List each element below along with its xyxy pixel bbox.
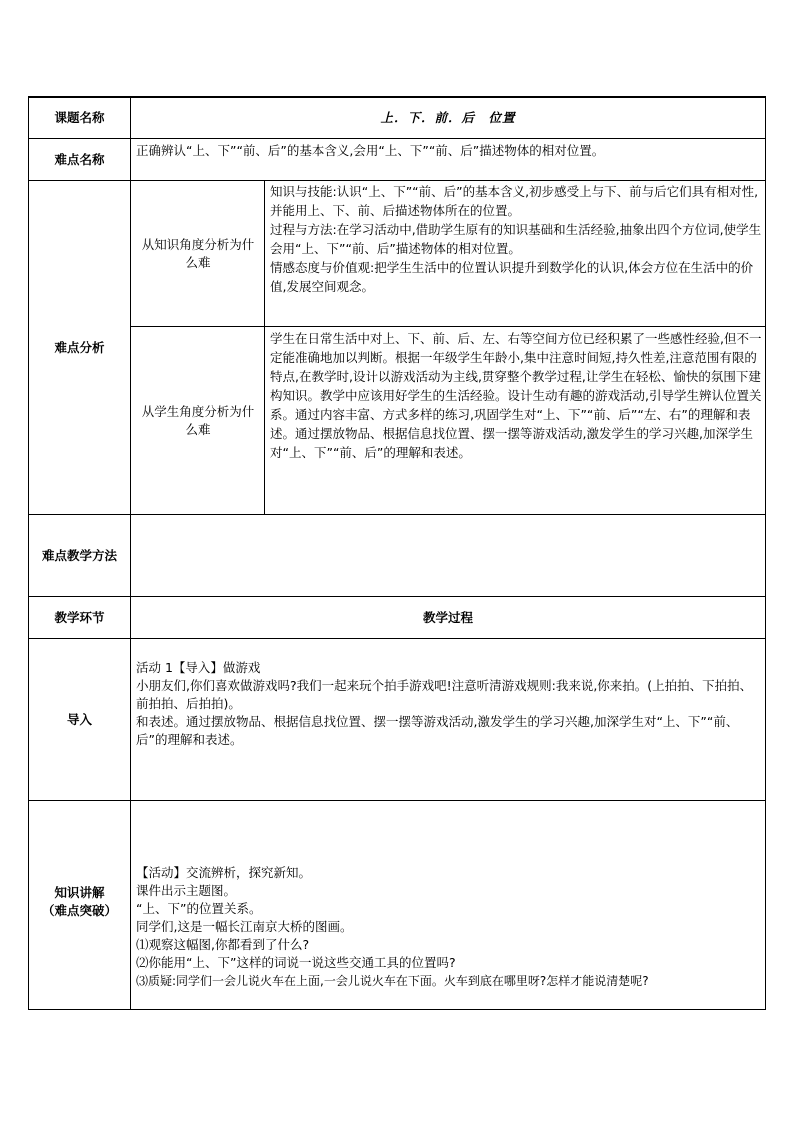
table-border-bottom bbox=[28, 1009, 766, 1010]
knowledge-label-line1: 知识讲解 bbox=[54, 885, 105, 900]
knowledge-label bbox=[29, 884, 130, 924]
column-divider bbox=[130, 96, 131, 1010]
intro-activity-title: 活动 1【导入】做游戏 bbox=[136, 660, 261, 675]
row-divider bbox=[28, 514, 766, 515]
knowledge-line: 【活动】交流辨析，探究新知。 bbox=[136, 865, 312, 880]
column-divider bbox=[264, 180, 265, 514]
topic-title: 上．下．前．后 位置 bbox=[380, 110, 516, 125]
table-border-right bbox=[765, 96, 766, 1010]
difficulty-value: 正确辨认“上、下”“前、后”的基本含义,会用“上、下”“前、后”描述物体的相对位置。 bbox=[136, 143, 605, 158]
topic-label: 课题名称 bbox=[54, 110, 105, 125]
knowledge-line: ⑵你能用“上、下”这样的词说一说这些交通工具的位置吗? bbox=[136, 955, 456, 970]
intro-text bbox=[136, 659, 762, 779]
student-angle-label: 从学生角度分析为什么难 bbox=[141, 403, 255, 437]
knowledge-label-line2: （难点突破） bbox=[41, 903, 117, 918]
knowledge-angle-paragraph: 知识与技能:认识“上、下”“前、后”的基本含义,初步感受上与下、前与后它们具有相对性,并能用上、下、前、后描述物体所在的位置。 bbox=[270, 184, 759, 218]
knowledge-line: 课件出示主题图。 bbox=[136, 883, 237, 898]
row-divider bbox=[28, 638, 766, 639]
intro-paragraph: 和表述。通过摆放物品、根据信息找位置、摆一摆等游戏活动,激发学生的学习兴趣,加深学生对“上、下”“前、后”的理解和表述。 bbox=[136, 714, 739, 747]
knowledge-line: “上、下”的位置关系。 bbox=[136, 901, 262, 916]
intro-label: 导入 bbox=[66, 711, 92, 727]
intro-paragraph: 小朋友们,你们喜欢做游戏吗?我们一起来玩个拍手游戏吧!注意听清游戏规则:我来说,你来拍。(上拍拍、下拍拍、前拍拍、后拍拍)。 bbox=[136, 678, 753, 711]
analysis-label: 难点分析 bbox=[54, 339, 105, 355]
method-value bbox=[136, 518, 761, 594]
row-divider bbox=[28, 138, 766, 139]
process-header: 教学过程 bbox=[422, 609, 473, 625]
knowledge-line: 同学们,这是一幅长江南京大桥的图画。 bbox=[136, 919, 353, 934]
student-angle-text: 学生在日常生活中对上、下、前、后、左、右等空间方位已经积累了一些感性经验,但不一定能准确地加以判断。根据一年级学生年龄小,集中注意时间短,持久性差,注意范围有限的特点,在教学时,设计以游戏活动为主线,贯穿整个教学过程,让学生在轻松、愉快的氛围下建构知识。教学中应该用好学生的生活经验。设计生动有趣的游戏活动,引导学生辨认位置关系。通过内容丰富、方式多样的练习,巩固学生对“上、下”“前、后”“左、右”的理解和表述。通过摆放物品、根据信息找位置、摆一摆等游戏活动,激发学生的学习兴趣,加深学生对“上、下”“前、后”的理解和表述。 bbox=[270, 331, 762, 460]
knowledge-line: ⑴观察这幅图,你都看到了什么? bbox=[136, 937, 310, 952]
stage-header: 教学环节 bbox=[54, 609, 105, 625]
row-divider bbox=[28, 800, 766, 801]
knowledge-text bbox=[136, 864, 763, 1008]
knowledge-angle-label: 从知识角度分析为什么难 bbox=[141, 236, 255, 270]
method-label: 难点教学方法 bbox=[41, 547, 117, 563]
difficulty-label: 难点名称 bbox=[54, 151, 105, 167]
knowledge-angle-paragraph: 过程与方法:在学习活动中,借助学生原有的知识基础和生活经验,抽象出四个方位词,使学生会用“上、下”“前、后”描述物体的相对位置。 bbox=[270, 222, 762, 256]
knowledge-line: ⑶质疑:同学们一会儿说火车在上面,一会儿说火车在下面。火车到底在哪里呀?怎样才能说清楚呢? bbox=[136, 974, 649, 988]
knowledge-angle-text bbox=[270, 182, 762, 324]
row-divider bbox=[28, 180, 766, 181]
knowledge-angle-paragraph: 情感态度与价值观:把学生生活中的位置认识提升到数学化的认识,体会方位在生活中的价值,发展空间观念。 bbox=[270, 260, 754, 294]
